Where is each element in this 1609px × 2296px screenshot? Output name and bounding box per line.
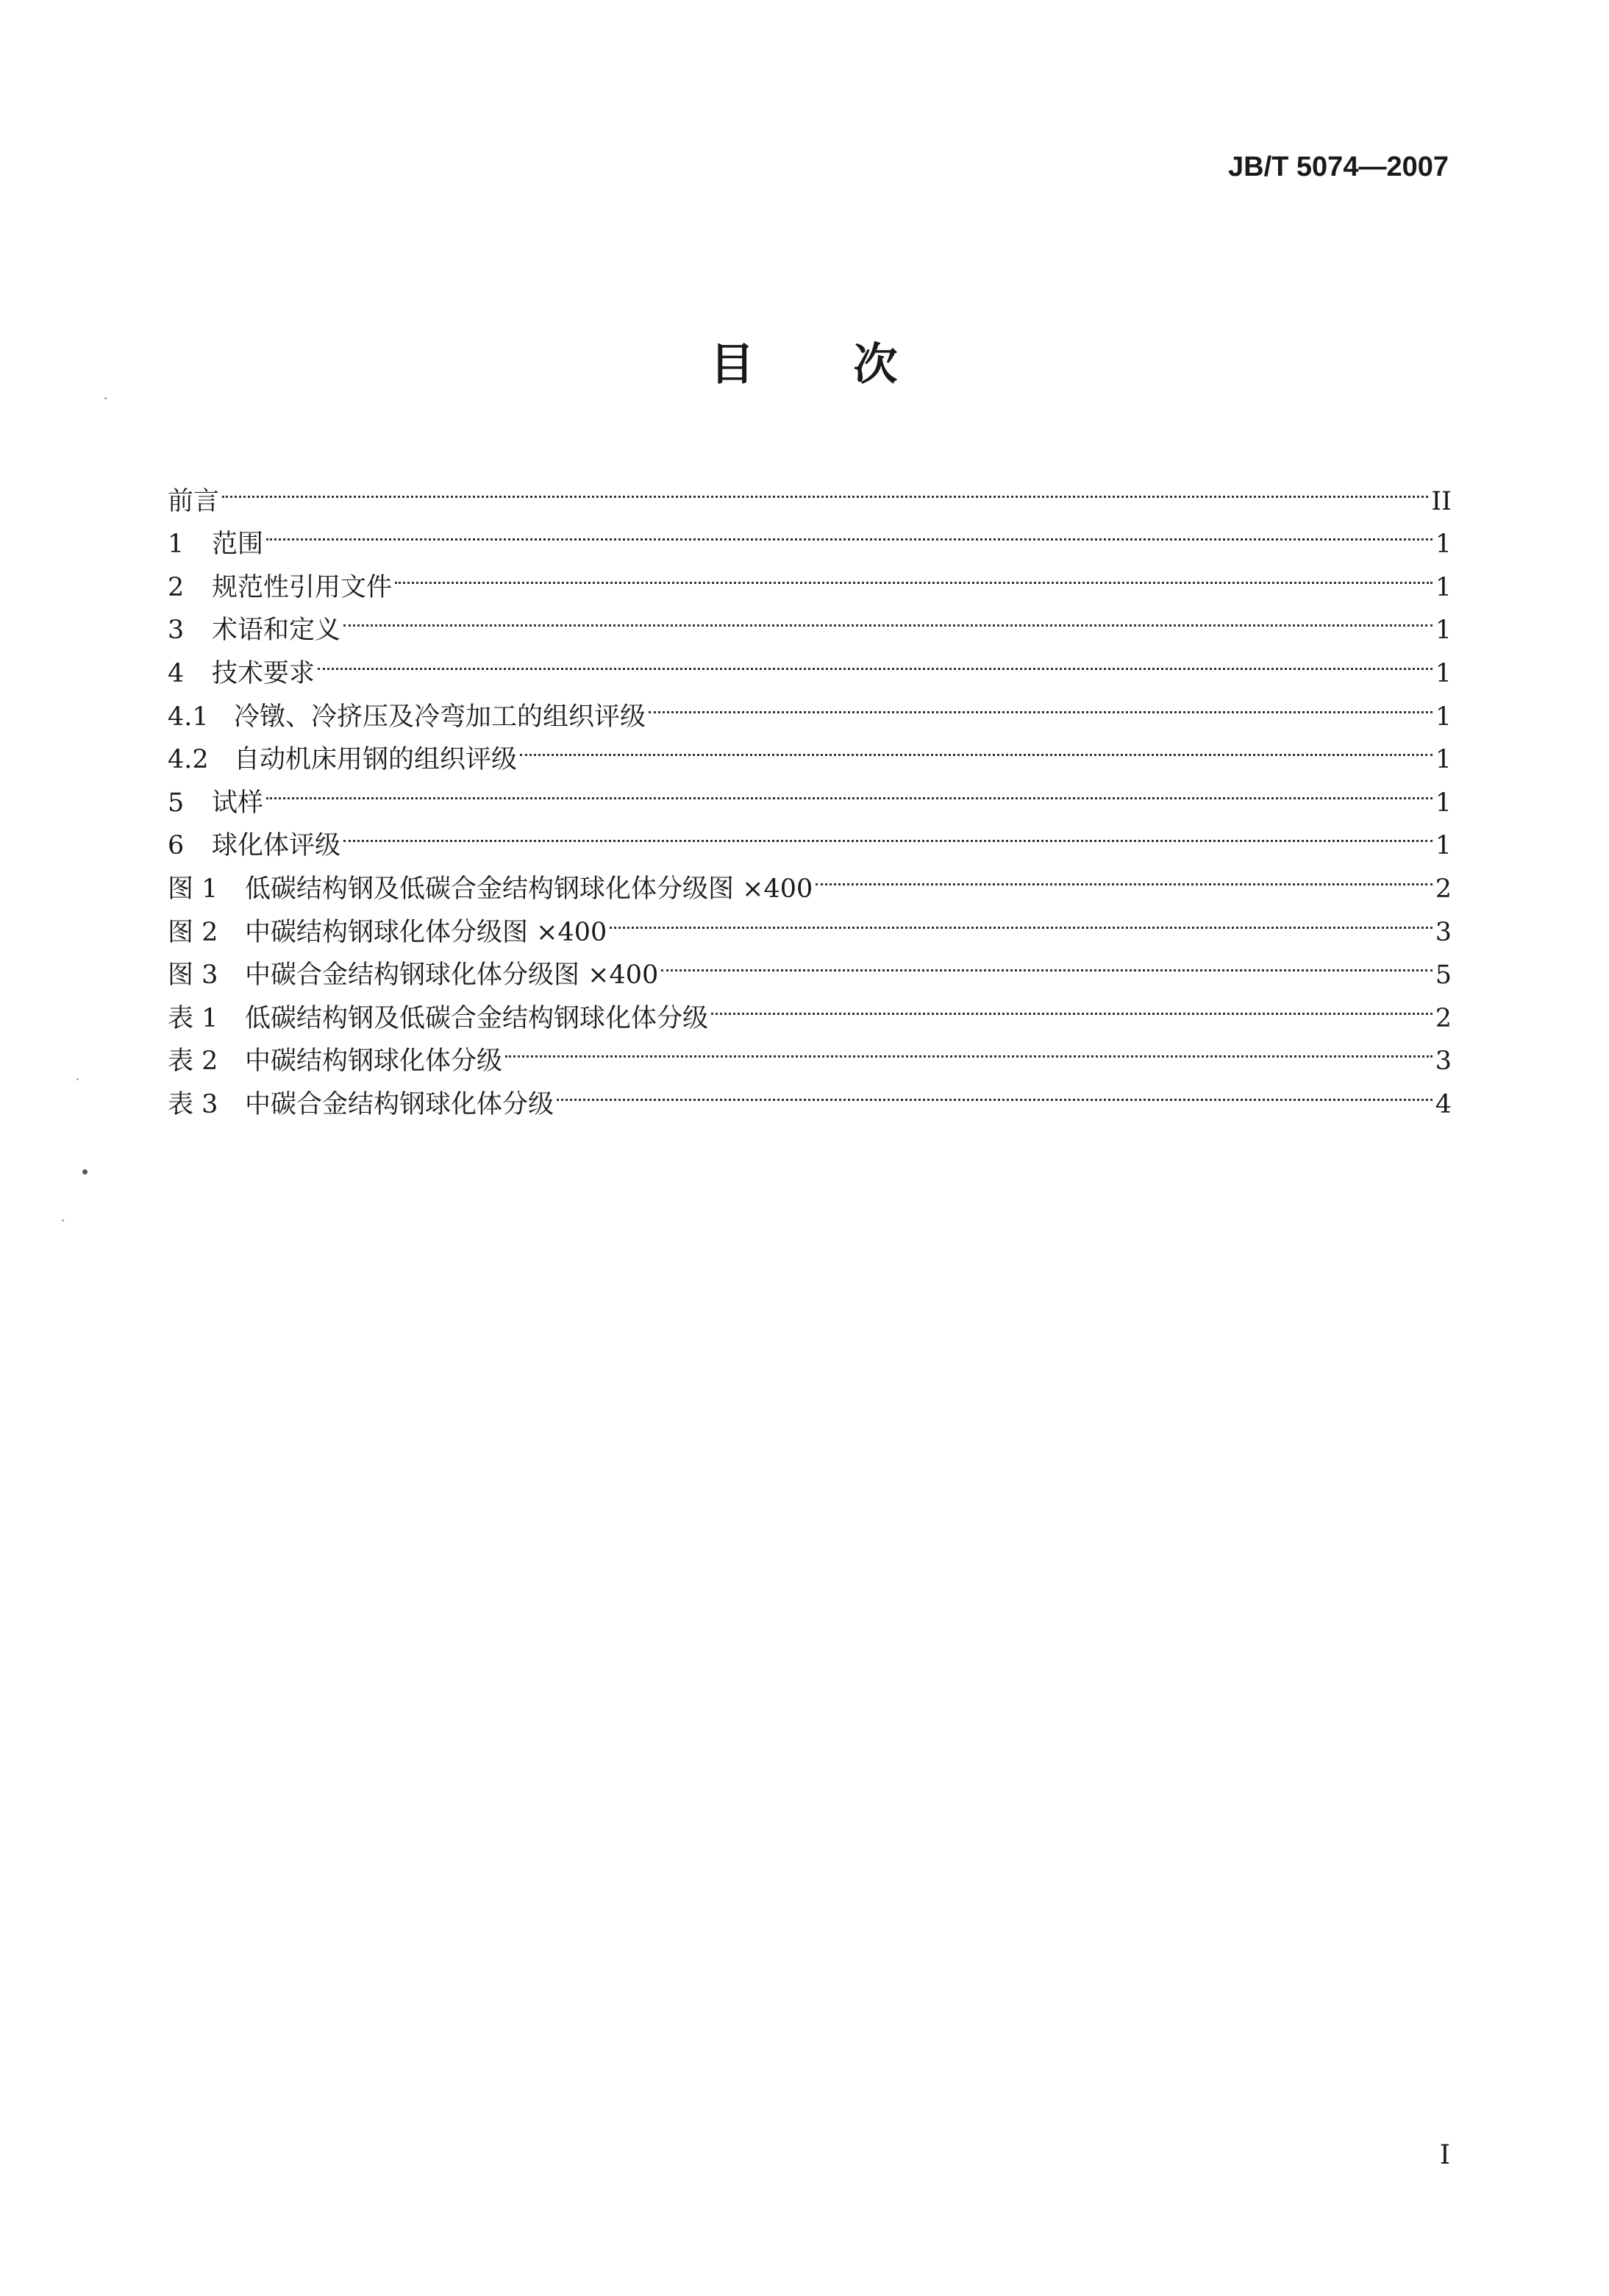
scan-speck	[82, 1169, 88, 1174]
toc-entry-number: 图 1	[168, 874, 218, 904]
toc-entry-text: 低碳结构钢及低碳合金结构钢球化体分级图 ×400	[245, 874, 813, 904]
toc-entry-page: 1	[1435, 831, 1452, 861]
toc-leader-dots	[649, 682, 1433, 725]
toc-entry-page: II	[1431, 486, 1452, 516]
toc-entry-6[interactable]	[168, 811, 1452, 861]
toc-entry-text: 球化体评级	[212, 831, 341, 861]
scan-speck	[76, 1078, 79, 1080]
toc-entry-text: 中碳合金结构钢球化体分级	[245, 1089, 554, 1119]
toc-leader-dots	[395, 552, 1433, 596]
toc-entry-text: 中碳合金结构钢球化体分级图 ×400	[245, 960, 659, 991]
toc-entry-1[interactable]	[168, 510, 1452, 560]
toc-entry-4-1[interactable]	[168, 682, 1452, 732]
toc-entry-number: 图 2	[168, 917, 218, 947]
toc-leader-dots	[266, 768, 1433, 811]
toc-entry-5[interactable]	[168, 768, 1452, 818]
toc-entry-number: 表 2	[168, 1047, 218, 1077]
toc-entry-text: 自动机床用钢的组织评级	[234, 745, 518, 775]
toc-title: 目 次	[710, 339, 899, 391]
toc-entry-figure-1[interactable]	[168, 854, 1452, 904]
toc-entry-page: 1	[1435, 530, 1452, 560]
scan-speck	[62, 1219, 64, 1222]
toc-entry-page: 2	[1435, 874, 1452, 904]
toc-entry-text: 术语和定义	[212, 616, 341, 646]
scan-speck	[104, 397, 107, 399]
toc-leader-dots	[222, 466, 1428, 510]
toc-leader-dots	[661, 941, 1432, 984]
toc-leader-dots	[505, 1027, 1433, 1070]
toc-entry-number: 表 3	[168, 1089, 218, 1119]
toc-entry-page: 4	[1435, 1089, 1452, 1119]
toc-entry-2[interactable]	[168, 552, 1452, 602]
toc-leader-dots	[816, 854, 1432, 897]
table-of-contents	[168, 466, 1452, 1119]
toc-entry-text: 规范性引用文件	[212, 572, 393, 602]
toc-entry-number: 4.1	[168, 702, 209, 732]
toc-entry-number: 5	[168, 788, 185, 818]
toc-entry-foreword[interactable]	[168, 466, 1452, 516]
toc-entry-number: 4	[168, 658, 185, 688]
toc-entry-page: 1	[1435, 745, 1452, 775]
toc-leader-dots	[266, 510, 1433, 553]
toc-entry-text: 低碳结构钢及低碳合金结构钢球化体分级	[245, 1003, 709, 1033]
toc-entry-number: 4.2	[168, 745, 209, 775]
toc-entry-page: 1	[1435, 702, 1452, 732]
toc-entry-page: 1	[1435, 616, 1452, 646]
standard-code: JB/T 5074—2007	[1228, 151, 1449, 182]
toc-entry-number: 2	[168, 572, 185, 602]
toc-leader-dots	[318, 638, 1433, 682]
toc-entry-page: 5	[1435, 960, 1452, 991]
toc-entry-page: 3	[1435, 917, 1452, 947]
toc-entry-3[interactable]	[168, 596, 1452, 646]
toc-entry-number: 表 1	[168, 1003, 218, 1033]
toc-entry-text: 冷镦、冷挤压及冷弯加工的组织评级	[234, 702, 646, 732]
toc-leader-dots	[343, 596, 1433, 639]
toc-entry-number: 图 3	[168, 960, 218, 991]
toc-entry-page: 1	[1435, 658, 1452, 688]
page-number: I	[1439, 2140, 1450, 2170]
toc-entry-page: 3	[1435, 1047, 1452, 1077]
toc-entry-page: 2	[1435, 1003, 1452, 1033]
toc-leader-dots	[520, 725, 1433, 769]
toc-entry-page: 1	[1435, 788, 1452, 818]
toc-leader-dots	[711, 983, 1433, 1027]
toc-entry-text: 中碳结构钢球化体分级图 ×400	[245, 917, 607, 947]
toc-leader-dots	[343, 811, 1433, 855]
toc-entry-text: 试样	[212, 788, 264, 818]
toc-entry-text: 前言	[168, 486, 220, 516]
toc-entry-page: 1	[1435, 572, 1452, 602]
toc-entry-number: 1	[168, 530, 185, 560]
toc-entry-text: 中碳结构钢球化体分级	[245, 1047, 503, 1077]
toc-leader-dots	[557, 1069, 1433, 1113]
toc-entry-number: 3	[168, 616, 185, 646]
toc-leader-dots	[610, 897, 1432, 941]
toc-entry-text: 技术要求	[212, 658, 315, 688]
toc-entry-number: 6	[168, 831, 185, 861]
toc-entry-4[interactable]	[168, 638, 1452, 688]
toc-entry-text: 范围	[212, 530, 264, 560]
